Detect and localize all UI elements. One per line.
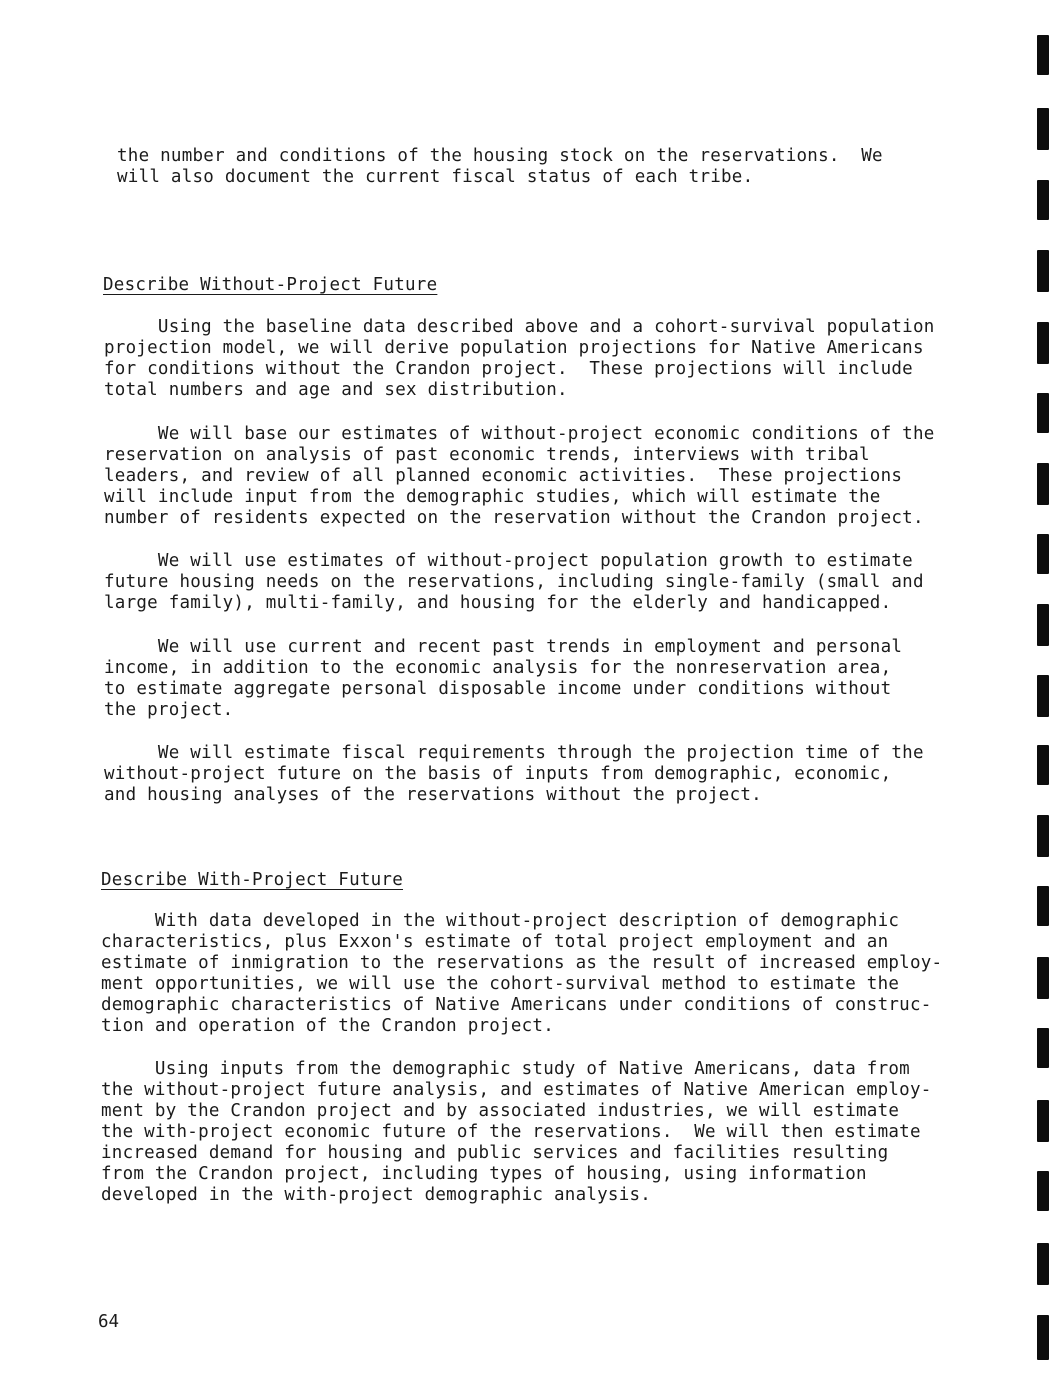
paragraph-line: number of residents expected on the reservation without the Crandon project.: [104, 508, 924, 528]
paragraph-line: We will base our estimates of without-project economic conditions of the: [104, 424, 935, 444]
edge-mark: [1037, 250, 1049, 292]
paragraph-line: ment opportunities, we will use the cohort-survival method to estimate the: [101, 974, 900, 994]
paragraph-line: leaders, and review of all planned economic activities. These projections: [104, 466, 903, 486]
paragraph-line: large family), multi-family, and housing for the elderly and handicapped.: [104, 593, 892, 613]
section-heading-with-project: Describe With-Project Future: [101, 870, 404, 890]
edge-mark: [1037, 108, 1049, 150]
paragraph-line: total numbers and age and sex distribution.: [104, 380, 568, 400]
edge-mark: [1037, 745, 1049, 785]
paragraph-line: the with-project economic future of the reservations. We will then estimate: [101, 1122, 921, 1142]
paragraph-line: characteristics, plus Exxon's estimate of total project employment and an: [101, 932, 889, 952]
paragraph-line: will include input from the demographic studies, which will estimate the: [104, 487, 881, 507]
edge-mark: [1037, 1171, 1049, 1211]
paragraph-line: We will use estimates of without-project population growth to estimate: [104, 551, 913, 571]
paragraph-line: from the Crandon project, including types of housing, using information: [101, 1164, 867, 1184]
paragraph-line: without-project future on the basis of inputs from demographic, economic,: [104, 764, 892, 784]
paragraph-line: to estimate aggregate personal disposable income under conditions without: [104, 679, 892, 699]
page-number: 64: [98, 1312, 120, 1332]
edge-mark: [1037, 35, 1049, 75]
edge-mark: [1037, 815, 1049, 857]
paragraph-line: We will use current and recent past trends in employment and personal: [104, 637, 903, 657]
section-heading-without-project: Describe Without-Project Future: [103, 275, 438, 295]
paragraph-line: ment by the Crandon project and by associated industries, we will estimate: [101, 1101, 900, 1121]
paragraph-line: developed in the with-project demographic analysis.: [101, 1185, 652, 1205]
intro-line: the number and conditions of the housing stock on the reservations. We: [117, 146, 883, 166]
paragraph-line: for conditions without the Crandon project. These projections will include: [104, 359, 913, 379]
paragraph-line: We will estimate fiscal requirements through the projection time of the: [104, 743, 924, 763]
paragraph-line: the project.: [104, 700, 234, 720]
paragraph-line: With data developed in the without-project description of demographic: [101, 911, 900, 931]
edge-mark: [1037, 1315, 1049, 1360]
edge-mark: [1037, 463, 1049, 505]
paragraph-line: reservation on analysis of past economic trends, interviews with tribal: [104, 445, 870, 465]
paragraph-line: tion and operation of the Crandon project.: [101, 1016, 555, 1036]
paragraph-line: Using the baseline data described above and a cohort-survival population: [104, 317, 935, 337]
paragraph-line: and housing analyses of the reservations without the project.: [104, 785, 762, 805]
paragraph-line: Using inputs from the demographic study of Native Americans, data from: [101, 1059, 910, 1079]
intro-line: will also document the current fiscal status of each tribe.: [117, 167, 754, 187]
edge-mark: [1037, 180, 1049, 220]
edge-mark: [1037, 604, 1049, 646]
paragraph-line: projection model, we will derive population projections for Native Americans: [104, 338, 924, 358]
edge-mark: [1037, 322, 1049, 364]
paragraph-line: income, in addition to the economic analysis for the nonreservation area,: [104, 658, 892, 678]
edge-mark: [1037, 675, 1049, 717]
paragraph-line: estimate of inmigration to the reservations as the result of increased employ-: [101, 953, 943, 973]
edge-mark: [1037, 534, 1049, 574]
edge-mark: [1037, 393, 1049, 433]
edge-mark: [1037, 1243, 1049, 1285]
paragraph-line: demographic characteristics of Native Americans under conditions of construc-: [101, 995, 932, 1015]
edge-mark: [1037, 957, 1049, 999]
paragraph-line: increased demand for housing and public services and facilities resulting: [101, 1143, 889, 1163]
edge-mark: [1037, 1028, 1049, 1068]
paragraph-line: the without-project future analysis, and estimates of Native American employ-: [101, 1080, 932, 1100]
paragraph-line: future housing needs on the reservations, including single-family (small and: [104, 572, 924, 592]
edge-mark: [1037, 1100, 1049, 1142]
edge-mark: [1037, 886, 1049, 926]
